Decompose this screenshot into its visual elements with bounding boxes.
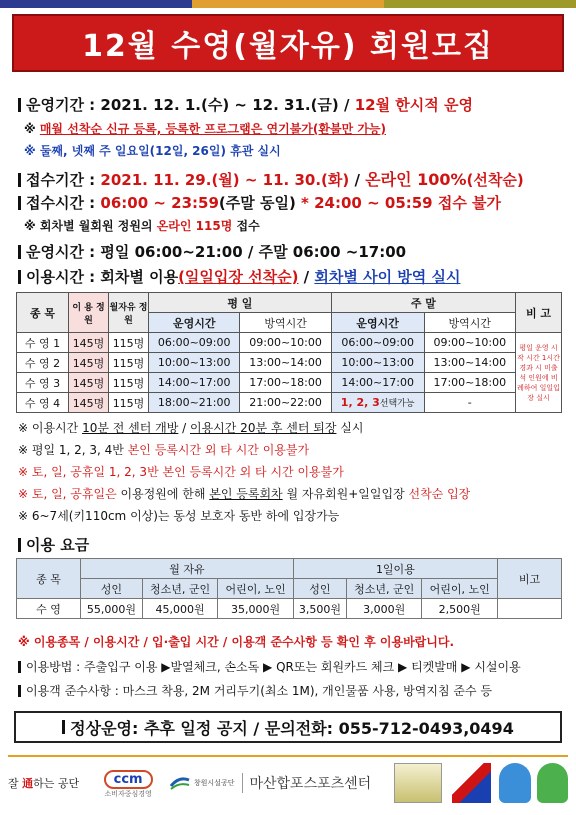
row-wd-oper: 14:00~17:00 <box>149 373 240 393</box>
footer <box>8 758 568 808</box>
fee-heading-text: 이용 요금 <box>26 536 90 554</box>
fee-cell: 45,000원 <box>142 599 217 619</box>
oper-time-line <box>18 241 406 262</box>
slogan-red: 通 <box>22 777 34 790</box>
fee-th-child-daily: 어린이, 노인 <box>422 579 498 599</box>
th-we-oper: 운영시간 <box>331 313 424 333</box>
note-closed: ※ 둘째, 넷째 주 일요일(12일, 26일) 휴관 실시 <box>24 144 281 158</box>
bullet-bar <box>18 173 21 187</box>
rule-1-e: 실시 <box>336 421 364 435</box>
row-name: 수 영 3 <box>17 373 69 393</box>
th-we-quarantine: 방역시간 <box>424 313 515 333</box>
schedule-table <box>16 292 562 413</box>
table-row <box>17 393 562 413</box>
row-monthly: 115명 <box>109 373 149 393</box>
fee-th-monthly: 월 자유 <box>81 559 294 579</box>
table-row <box>17 373 562 393</box>
rule-1 <box>18 419 363 436</box>
rule-1-a: ※ 이용시간 <box>18 421 83 435</box>
use-time-red: (일일입장 선착순) <box>178 268 299 286</box>
observe-text: 이용객 준수사항 : 마스크 착용, 2M 거리두기(최소 1M), 개인물품 사용, 방역지침 준수 등 <box>26 684 492 698</box>
table-row <box>17 333 562 353</box>
observe-line <box>18 682 492 699</box>
emblem-icon <box>394 763 441 803</box>
rule-4-c: 본인 등록회차 <box>209 487 283 501</box>
row-monthly: 115명 <box>109 393 149 413</box>
rule-1-b: 10분 전 센터 개방 <box>82 421 179 435</box>
apply-period-dates: 2021. 11. 29.(월) ~ 11. 30.(화) <box>100 171 350 189</box>
row-monthly: 115명 <box>109 353 149 373</box>
fee-th-daily: 1일이용 <box>293 559 497 579</box>
th-weekend: 주 말 <box>331 293 515 313</box>
bullet-bar <box>18 270 21 284</box>
page-title: 12월 수영(월자유) 회원모집 <box>82 29 494 64</box>
fee-th-adult-daily: 성인 <box>293 579 346 599</box>
bullet-bar <box>18 196 21 210</box>
fee-th-youth: 청소년, 군인 <box>142 579 217 599</box>
fee-th-item: 종 목 <box>17 559 81 599</box>
th-capacity: 이 용 정 원 <box>69 293 109 333</box>
row-wd-q: 21:00~22:00 <box>240 393 331 413</box>
center-name: 마산합포스포츠센터 <box>242 773 371 793</box>
period-highlight: 12월 한시적 운영 <box>354 96 473 114</box>
row-we-q: 17:00~18:00 <box>424 373 515 393</box>
apply-period-sep: / <box>349 171 366 189</box>
period-label: 운영기간 : 2021. 12. 1.(수) ~ 12. 31.(금) / <box>26 96 355 114</box>
rule-2 <box>18 441 309 458</box>
ccm-logo <box>91 768 166 799</box>
row-wd-q: 09:00~10:00 <box>240 333 331 353</box>
contact-box <box>14 711 562 743</box>
apply-suffix: (선착순) <box>466 171 524 189</box>
use-time-label: 이용시간 : 회차별 이용 <box>26 268 179 286</box>
row-cap: 145명 <box>69 393 109 413</box>
note-refund-text: 매월 선착순 신규 등록, 등록한 프로그램은 연기불가(환불만 가능) <box>39 122 387 136</box>
fee-th-youth-daily: 청소년, 군인 <box>347 579 422 599</box>
fee-row-name: 수 영 <box>17 599 81 619</box>
row-wd-oper: 10:00~13:00 <box>149 353 240 373</box>
ccm-mark: ccm <box>104 770 153 789</box>
top-color-bars <box>0 0 576 8</box>
fee-cell: 2,500원 <box>422 599 498 619</box>
rule-4 <box>18 485 470 502</box>
rule-4-d: 월 자유회원+일일입장 <box>282 487 409 501</box>
flag-icon <box>452 763 491 803</box>
org-name: 창원시설공단 <box>193 779 235 787</box>
mascot-green-icon <box>537 763 569 803</box>
apply-time-label: 접수시간 : <box>26 194 101 212</box>
th-monthly: 월자유 정원 <box>109 293 149 333</box>
note-capacity-b: 접수 <box>232 219 260 233</box>
row-wd-oper: 06:00~09:00 <box>149 333 240 353</box>
apply-time-line <box>18 192 501 213</box>
th-item: 종 목 <box>17 293 69 333</box>
fee-table <box>16 558 562 619</box>
fee-remark-cell <box>498 599 562 619</box>
top-bar-olive <box>384 0 576 8</box>
fee-th-child: 어린이, 노인 <box>218 579 293 599</box>
th-weekday: 평 일 <box>149 293 332 313</box>
footer-divider <box>8 755 568 757</box>
rule-4-red: ※ 토, 일, 공휴일은 <box>18 487 117 501</box>
top-bar-blue <box>0 0 192 8</box>
row-we-oper: 10:00~13:00 <box>331 353 424 373</box>
table-row <box>17 353 562 373</box>
mascot-blue-icon <box>499 763 531 803</box>
we-oper-choice-label: 선택가능 <box>379 399 415 409</box>
note-prefix: ※ <box>24 122 40 136</box>
fee-cell: 35,000원 <box>218 599 293 619</box>
fee-cell: 3,500원 <box>293 599 346 619</box>
row-cap: 145명 <box>69 373 109 393</box>
row-we-oper <box>331 393 424 413</box>
use-time-sep: / <box>298 268 315 286</box>
apply-time-blocked: * 24:00 ~ 05:59 접수 불가 <box>295 194 502 212</box>
row-name: 수 영 2 <box>17 353 69 373</box>
title-banner <box>12 14 564 72</box>
table-row <box>17 599 562 619</box>
fee-th-adult: 성인 <box>81 579 143 599</box>
fee-heading <box>18 534 89 555</box>
rule-2-red: 본인 등록시간 외 타 시간 이용불가 <box>127 443 310 457</box>
swoosh-icon <box>169 774 191 792</box>
note-capacity <box>24 217 260 234</box>
rule-1-d: 이용시간 20분 후 센터 퇴장 <box>190 421 337 435</box>
rule-1-c: / <box>178 421 190 435</box>
top-bar-orange <box>192 0 384 8</box>
slogan <box>8 775 91 791</box>
apply-time-range: 06:00 ~ 23:59 <box>100 194 219 212</box>
th-remark: 비 고 <box>516 293 562 333</box>
slogan-b: 하는 공단 <box>33 777 80 790</box>
rule-3: ※ 토, 일, 공휴일 1, 2, 3반 본인 등록시간 외 타 시간 이용불가 <box>18 465 344 479</box>
th-wd-quarantine: 방역시간 <box>240 313 331 333</box>
fee-cell: 3,000원 <box>347 599 422 619</box>
bullet-bar <box>18 538 21 552</box>
remark-cell: 평일 운영 시작 시간 1시간 경과 시 미출석 인원에 비례하여 일일입장 실시 <box>516 333 562 413</box>
apply-time-weekend: (주말 동일) <box>218 194 296 212</box>
apply-period-label: 접수기간 : <box>26 171 101 189</box>
bullet-bar <box>18 98 21 112</box>
note-capacity-red: 온라인 115명 <box>156 219 233 233</box>
th-wd-oper: 운영시간 <box>149 313 240 333</box>
row-we-q: - <box>424 393 515 413</box>
row-cap: 145명 <box>69 333 109 353</box>
row-name: 수 영 1 <box>17 333 69 353</box>
apply-period-line <box>18 167 524 190</box>
row-name: 수 영 4 <box>17 393 69 413</box>
row-cap: 145명 <box>69 353 109 373</box>
org-logo <box>166 774 235 792</box>
method-line <box>18 658 521 675</box>
rule-2-a: ※ 평일 1, 2, 3, 4반 <box>18 443 128 457</box>
note-refund <box>24 120 386 137</box>
row-we-q: 09:00~10:00 <box>424 333 515 353</box>
ccm-sub: 소비자중심경영 <box>104 789 152 798</box>
rule-5: ※ 6~7세(키110cm 이상)는 동성 보호자 동반 하에 입장가능 <box>18 509 340 523</box>
bullet-bar <box>62 720 65 734</box>
bullet-bar <box>18 685 21 697</box>
apply-online: 온라인 100% <box>365 170 467 189</box>
note-capacity-a: ※ 회차별 월회원 정원의 <box>24 219 157 233</box>
bullet-bar <box>18 661 21 673</box>
method-text: 이용방법 : 주출입구 이용 ▶발열체크, 손소독 ▶ QR또는 회원카드 체크 ▶ 티켓발매 ▶ 시설이용 <box>26 660 521 674</box>
contact-text: 정상운영: 추후 일정 공지 / 문의전화: 055-712-0493,0494 <box>70 718 514 738</box>
row-we-oper: 06:00~09:00 <box>331 333 424 353</box>
row-wd-oper: 18:00~21:00 <box>149 393 240 413</box>
center-name-box <box>234 773 382 793</box>
rule-4-red-e: 선착순 입장 <box>408 487 471 501</box>
fee-th-remark: 비고 <box>498 559 562 599</box>
fee-cell: 55,000원 <box>81 599 143 619</box>
row-we-q: 13:00~14:00 <box>424 353 515 373</box>
use-time-line <box>18 266 460 287</box>
use-time-blue: 회차별 사이 방역 실시 <box>314 268 461 286</box>
row-wd-q: 17:00~18:00 <box>240 373 331 393</box>
row-we-oper: 14:00~17:00 <box>331 373 424 393</box>
bullet-bar <box>18 245 21 259</box>
oper-time-text: 운영시간 : 평일 06:00~21:00 / 주말 06:00 ~17:00 <box>26 243 407 261</box>
row-monthly: 115명 <box>109 333 149 353</box>
slogan-a: 잘 <box>8 777 23 790</box>
period-line <box>18 94 473 115</box>
rule-4-b: 이용정원에 한해 <box>116 487 210 501</box>
bottom-notice: ※ 이용종목 / 이용시간 / 입·출입 시간 / 이용객 준수사항 등 확인 후 이용바랍니다. <box>18 635 455 649</box>
we-oper-choice: 1, 2, 3 <box>340 396 380 409</box>
row-wd-q: 13:00~14:00 <box>240 353 331 373</box>
